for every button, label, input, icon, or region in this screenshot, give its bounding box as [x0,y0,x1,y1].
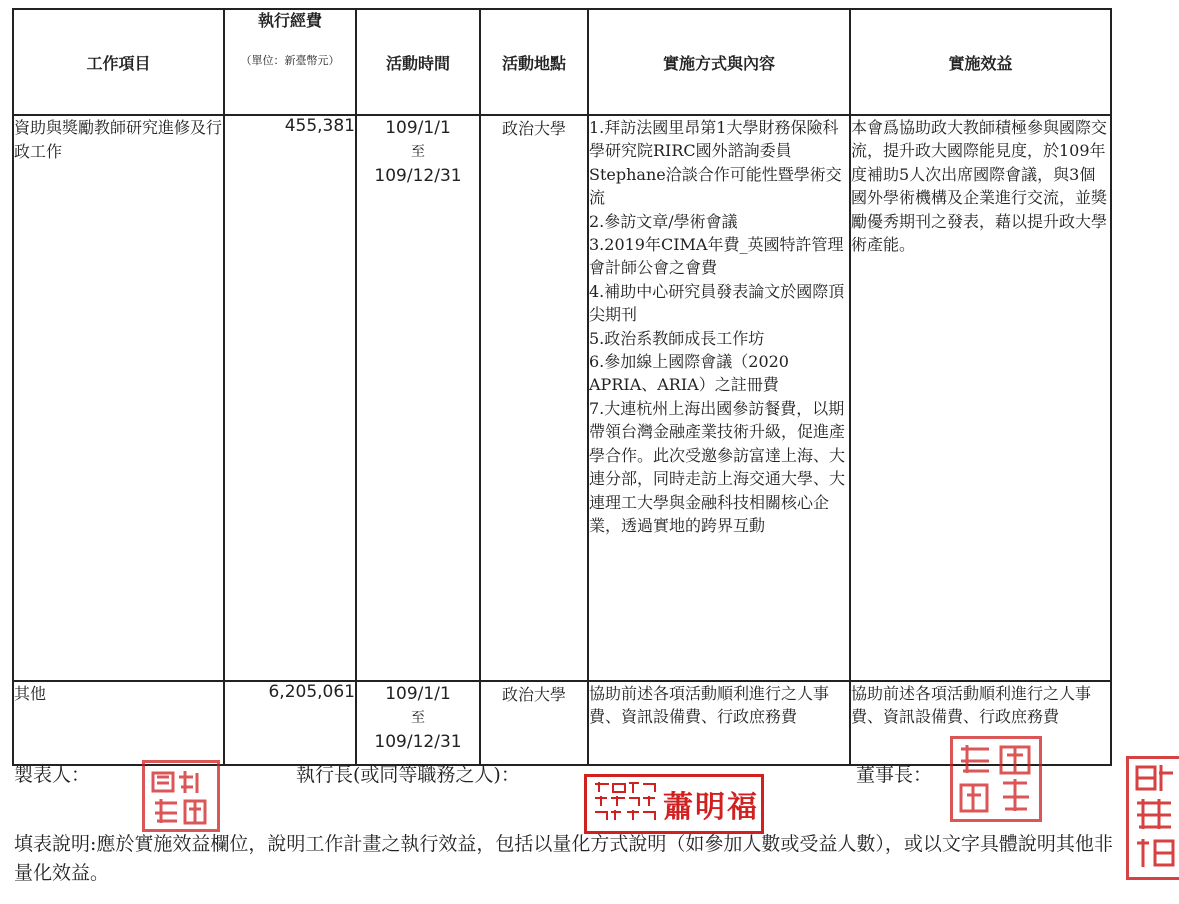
ceo-stamp-org [587,780,663,828]
table-row [13,681,1111,765]
row-amount: 6,205,061 [224,681,356,765]
ceo-stamp-org-glyph [591,780,659,824]
header-funds-label: 執行經費 [257,11,322,30]
table-row [13,115,1111,681]
ceo-stamp-name: 蕭明福 [663,790,759,825]
header-time: 活動時間 [356,9,480,115]
time-end: 109/12/31 [374,732,462,752]
preparer-seal-glyph [145,763,217,829]
row-item: 資助與獎勵教師研究進修及行政工作 [13,115,224,681]
header-row [13,9,1111,115]
row-time [356,115,480,681]
row-time [356,681,480,765]
header-funds [224,9,356,115]
header-place: 活動地點 [480,9,588,115]
row-method: 協助前述各項活動順利進行之人事費、資訊設備費、行政庶務費 [588,681,850,765]
funds-table [12,8,1112,766]
method-item: 1.拜訪法國里昂第1大學財務保險科學研究院RIRC國外諮詢委員Stephane洽談合作可能性暨學術交流 [589,118,842,208]
time-start: 109/1/1 [385,684,451,704]
right-edge-seal-glyph [1129,759,1179,877]
row-place: 政治大學 [480,681,588,765]
method-item: 4.補助中心研究員發表論文於國際頂尖期刊 [589,281,845,325]
row-item: 其他 [13,681,224,765]
form-note: 填表說明:應於實施效益欄位，說明工作計畫之執行效益，包括以量化方式說明（如參加人數或受益人數），或以文字具體說明其他非量化效益。 [14,833,1113,884]
chairman-label: 董事長： [856,764,933,786]
method-item: 5.政治系教師成長工作坊 [589,328,765,348]
method-item: 7.大連杭州上海出國參訪餐費，以期帶領台灣金融產業技術升級，促進產學合作。此次受邀參訪富達上海、大連分部，同時走訪上海交通大學、大連理工大學與金融科技相關核心企業，透過實地的跨界互動 [589,398,846,535]
method-item: 3.2019年CIMA年費_英國特許管理會計師公會之會費 [589,235,844,278]
right-edge-seal [1126,756,1179,880]
time-to: 至 [411,144,425,160]
ceo-stamp [584,774,764,834]
time-to: 至 [411,710,425,726]
row-benefit: 本會爲協助政大教師積極參與國際交流，提升政大國際能見度，於109年度補助5人次出席國際會議，與3個國外學術機構及企業進行交流，並獎勵優秀期刊之發表，藉以提升政大學術產能。 [850,115,1111,681]
preparer-seal [142,760,220,832]
row-method [588,115,850,681]
time-start: 109/1/1 [385,118,451,138]
chairman-seal-glyph [953,739,1039,819]
header-method: 實施方式與內容 [588,9,850,115]
time-end: 109/12/31 [374,166,462,186]
method-item: 2.參訪文章/學術會議 [589,211,738,231]
chairman-seal [950,736,1042,822]
row-benefit: 協助前述各項活動順利進行之人事費、資訊設備費、行政庶務費 [850,681,1111,765]
header-item: 工作項目 [13,9,224,115]
method-item: 6.參加線上國際會議（2020 APRIA、ARIA）之註冊費 [589,352,789,395]
preparer-label: 製表人： [14,764,91,786]
ceo-label: 執行長(或同等職務之人)： [296,764,520,786]
header-funds-unit: （單位：新臺幣元） [240,54,340,67]
row-amount: 455,381 [224,115,356,681]
row-place: 政治大學 [480,115,588,681]
header-benefit: 實施效益 [850,9,1111,115]
